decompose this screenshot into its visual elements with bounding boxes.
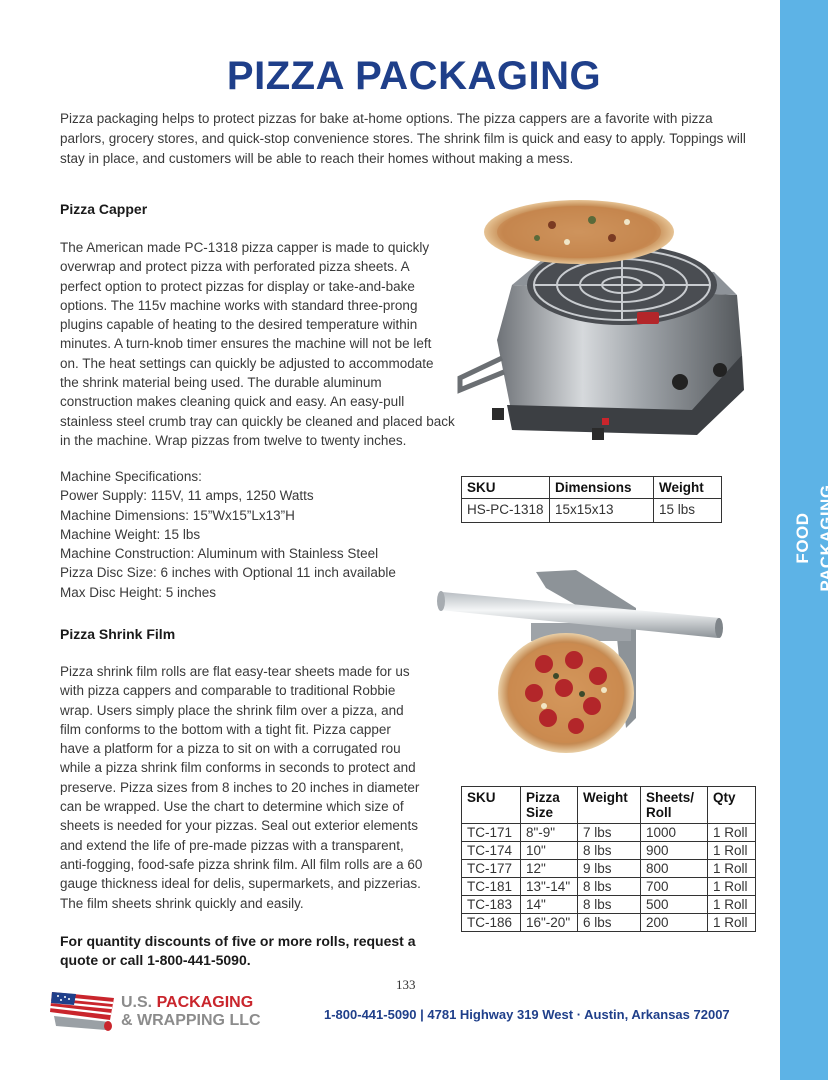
table-cell: TC-183 xyxy=(462,896,521,914)
logo-text-line2: & WRAPPING LLC xyxy=(121,1012,261,1029)
capper-text-line: plugins capable of heating to the desired temperature within xyxy=(60,317,418,333)
capper-text-line: on. The heat settings can quickly be adjusted to accommodate xyxy=(60,355,434,371)
capper-text-line: The American made PC-1318 pizza capper is made to quickly xyxy=(60,240,430,255)
page-title: PIZZA PACKAGING xyxy=(226,54,602,98)
table-cell: 12" xyxy=(521,860,578,878)
table-cell: 8 lbs xyxy=(578,896,641,914)
table-cell: 1 Roll xyxy=(708,878,756,896)
table-row xyxy=(462,896,756,914)
logo-text-line1 xyxy=(121,994,253,1012)
table-header-row xyxy=(462,477,722,499)
machine-specifications xyxy=(60,467,420,602)
spec-line: Max Disc Height: 5 inches xyxy=(60,584,217,600)
film-text-line: The film sheets shrink quickly and easily. xyxy=(60,895,304,911)
table-header-cell: Qty xyxy=(708,787,756,824)
film-description xyxy=(60,662,450,913)
table-cell: 1 Roll xyxy=(708,914,756,932)
film-text-line: sheets is needed for your pizzas. Seal out exterior elements xyxy=(60,818,418,834)
table-header-cell: Dimensions xyxy=(550,477,654,499)
logo-text-brand: PACKAGING xyxy=(156,994,254,1011)
logo-text-prefix: U.S. xyxy=(121,994,157,1011)
film-sku-table xyxy=(461,786,756,932)
quantity-discount-note: For quantity discounts of five or more rolls, request a quote or call 1-800-441-5090. xyxy=(60,933,416,968)
table-cell: TC-177 xyxy=(462,860,521,878)
capper-text-line: overwrap and protect pizza with perforated pizza sheets. A xyxy=(60,259,410,275)
film-text-line: and extend the life of pre-made pizzas with a transparent, xyxy=(60,837,404,853)
table-row xyxy=(462,824,756,842)
table-header-cell: SKU xyxy=(462,477,550,499)
spec-line: Machine Weight: 15 lbs xyxy=(60,526,201,542)
capper-text-line: the shrink material being used. The durable aluminum xyxy=(60,375,382,391)
table-cell: 9 lbs xyxy=(578,860,641,878)
table-cell: TC-181 xyxy=(462,878,521,896)
table-cell: 13"-14" xyxy=(521,878,578,896)
film-text-line: while a pizza shrink film conforms in seconds to protect and xyxy=(60,760,416,776)
shrink-film-roll-pizza-image xyxy=(436,568,736,768)
film-text-line: with pizza cappers and comparable to traditional Robbie xyxy=(60,683,396,699)
table-cell: 8 lbs xyxy=(578,878,641,896)
table-cell: 1 Roll xyxy=(708,896,756,914)
table-cell: 900 xyxy=(641,842,708,860)
table-cell: 15 lbs xyxy=(654,499,722,523)
table-row xyxy=(462,499,722,523)
table-row xyxy=(462,860,756,878)
film-heading: Pizza Shrink Film xyxy=(60,626,176,642)
table-header-row xyxy=(462,787,756,824)
table-cell: 500 xyxy=(641,896,708,914)
film-text-line: wrap. Users simply place the shrink film over a pizza, and xyxy=(60,702,404,718)
capper-text-line: minutes. A turn-knob timer ensures the machine will not be left xyxy=(60,336,432,352)
capper-sku-table xyxy=(461,476,722,523)
table-cell: 1 Roll xyxy=(708,860,756,878)
table-cell: 16"-20" xyxy=(521,914,578,932)
section-tab-label: FOOD PACKAGING xyxy=(793,484,836,592)
table-cell: TC-174 xyxy=(462,842,521,860)
table-cell: 1000 xyxy=(641,824,708,842)
capper-text-line: perfect option to protect pizzas for display or take-and-bake xyxy=(60,278,415,294)
film-text-line: anti-fogging, food-safe pizza shrink film. All film rolls are a 60 xyxy=(60,856,423,872)
capper-text-line: stainless steel crumb tray can quickly be cleaned and placed back xyxy=(60,413,455,429)
table-header-cell: Pizza Size xyxy=(521,787,578,824)
table-cell: 700 xyxy=(641,878,708,896)
film-text-line: gauge thickness ideal for delis, supermarkets, and pizzerias. xyxy=(60,876,421,892)
table-cell: 800 xyxy=(641,860,708,878)
table-cell: HS-PC-1318 xyxy=(462,499,550,523)
table-cell: 1 Roll xyxy=(708,842,756,860)
page-number: 133 xyxy=(396,977,416,992)
film-text-line: film conforms to the bottom with a tight fit. Pizza capper xyxy=(60,721,391,737)
spec-line: Machine Dimensions: 15”Wx15”Lx13”H xyxy=(60,507,295,523)
capper-heading: Pizza Capper xyxy=(60,201,148,217)
table-cell: TC-186 xyxy=(462,914,521,932)
table-cell: TC-171 xyxy=(462,824,521,842)
film-text-line: have a platform for a pizza to sit on with a corrugated rou xyxy=(60,741,401,757)
spec-line: Pizza Disc Size: 6 inches with Optional 11 inch available xyxy=(60,565,396,581)
film-text-line: can be wrapped. Use the chart to determine which size of xyxy=(60,799,404,815)
footer-contact: 1-800-441-5090 | 4781 Highway 319 West · Austin, Arkansas 72007 xyxy=(324,1007,730,1022)
pizza-capper-machine-image xyxy=(452,190,752,445)
table-row xyxy=(462,842,756,860)
capper-text-line: construction makes cleaning quick and easy. An easy-pull xyxy=(60,394,405,410)
intro-paragraph: Pizza packaging helps to protect pizzas for bake at-home options. The pizza cappers are a favorite with pizza parlors, grocery stores, and quick-stop convenience stores. The shrink film is quick and easy to apply. Toppings will stay in place, and customers will be able to reach their homes without making a mess. xyxy=(60,111,746,166)
table-row xyxy=(462,914,756,932)
spec-line: Power Supply: 115V, 11 amps, 1250 Watts xyxy=(60,488,314,504)
table-cell: 8"-9" xyxy=(521,824,578,842)
film-text-line: Pizza shrink film rolls are flat easy-tear sheets made for us xyxy=(60,664,410,679)
capper-text-line: in the machine. Wrap pizzas from twelve to twenty inches. xyxy=(60,432,407,448)
table-header-cell: SKU xyxy=(462,787,521,824)
table-header-cell: Weight xyxy=(578,787,641,824)
table-cell: 14" xyxy=(521,896,578,914)
film-text-line: preserve. Pizza sizes from 8 inches to 20 inches in diameter xyxy=(60,779,420,795)
table-cell: 1 Roll xyxy=(708,824,756,842)
table-row xyxy=(462,878,756,896)
capper-text-line: options. The 115v machine works with standard three-prong xyxy=(60,297,418,313)
table-cell: 6 lbs xyxy=(578,914,641,932)
spec-line: Machine Specifications: xyxy=(60,469,202,484)
table-cell: 15x15x13 xyxy=(550,499,654,523)
table-cell: 7 lbs xyxy=(578,824,641,842)
capper-description xyxy=(60,238,490,450)
spec-line: Machine Construction: Aluminum with Stainless Steel xyxy=(60,546,379,562)
table-header-cell: Weight xyxy=(654,477,722,499)
table-cell: 8 lbs xyxy=(578,842,641,860)
table-cell: 200 xyxy=(641,914,708,932)
table-cell: 10" xyxy=(521,842,578,860)
table-header-cell: Sheets/ Roll xyxy=(641,787,708,824)
